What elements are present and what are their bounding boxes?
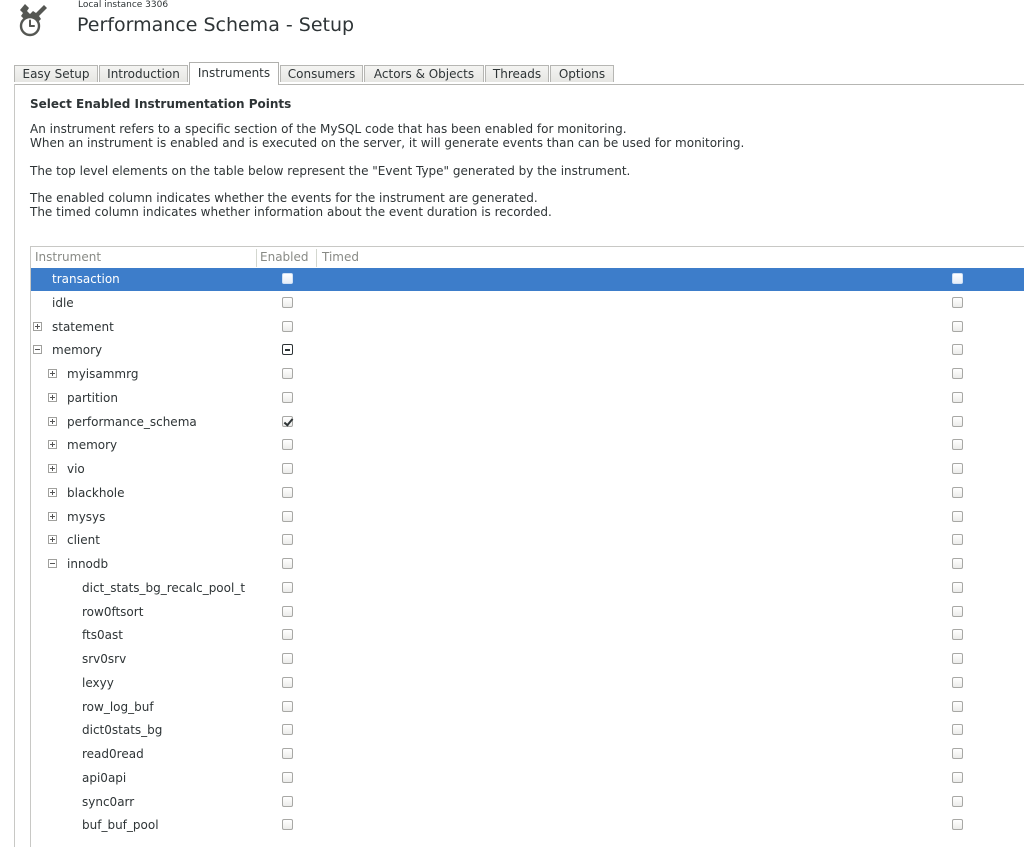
expand-icon[interactable] bbox=[48, 393, 57, 402]
tree-row[interactable] bbox=[31, 434, 1024, 457]
instrument-label: client bbox=[67, 533, 100, 548]
enabled-checkbox[interactable] bbox=[282, 416, 293, 427]
tab-easy-setup[interactable]: Easy Setup bbox=[14, 65, 98, 82]
tree-row[interactable] bbox=[31, 529, 1024, 552]
timed-checkbox[interactable] bbox=[952, 273, 963, 284]
wrench-stopwatch-icon bbox=[17, 2, 49, 38]
tab-actors-objects[interactable]: Actors & Objects bbox=[364, 65, 484, 82]
expand-icon[interactable] bbox=[48, 369, 57, 378]
instrument-label: blackhole bbox=[67, 485, 125, 500]
column-header-timed[interactable]: Timed bbox=[322, 250, 359, 264]
tab-introduction[interactable]: Introduction bbox=[99, 65, 188, 82]
expand-icon[interactable] bbox=[48, 417, 57, 426]
instrument-tree[interactable] bbox=[30, 246, 1024, 847]
instrument-label: transaction bbox=[52, 272, 120, 286]
description-line: An instrument refers to a specific section of the MySQL code that has been enabled for monitoring. bbox=[30, 122, 627, 136]
instrument-label: memory bbox=[52, 343, 103, 358]
tab-divider bbox=[14, 84, 1024, 85]
timed-checkbox[interactable] bbox=[952, 796, 963, 807]
tree-row[interactable] bbox=[31, 648, 1024, 671]
tab-consumers[interactable]: Consumers bbox=[280, 65, 363, 82]
description-line: The top level elements on the table below represent the "Event Type" generated by the instrument. bbox=[30, 164, 631, 178]
instrument-label: dict0stats_bg bbox=[82, 723, 163, 738]
timed-checkbox[interactable] bbox=[952, 511, 963, 522]
timed-checkbox[interactable] bbox=[952, 297, 963, 308]
tree-row[interactable] bbox=[31, 268, 1024, 291]
timed-checkbox[interactable] bbox=[952, 582, 963, 593]
instrument-label: dict_stats_bg_recalc_pool_t bbox=[82, 580, 246, 595]
instrument-label: row0ftsort bbox=[82, 604, 144, 619]
column-header-enabled[interactable]: Enabled bbox=[260, 250, 309, 264]
timed-checkbox[interactable] bbox=[952, 487, 963, 498]
expand-icon[interactable] bbox=[48, 464, 57, 473]
instance-label: Local instance 3306 bbox=[78, 0, 169, 10]
timed-checkbox[interactable] bbox=[952, 748, 963, 759]
column-separator[interactable] bbox=[256, 249, 257, 267]
enabled-checkbox[interactable] bbox=[282, 724, 293, 735]
instrument-label: sync0arr bbox=[82, 794, 135, 809]
enabled-checkbox[interactable] bbox=[282, 368, 293, 379]
tree-header bbox=[31, 247, 1024, 269]
enabled-checkbox[interactable] bbox=[282, 558, 293, 569]
tree-row[interactable] bbox=[31, 814, 1024, 837]
timed-checkbox[interactable] bbox=[952, 677, 963, 688]
timed-checkbox[interactable] bbox=[952, 558, 963, 569]
instrument-label: read0read bbox=[82, 747, 144, 761]
enabled-checkbox[interactable] bbox=[282, 796, 293, 807]
tree-row[interactable] bbox=[31, 672, 1024, 695]
column-header-instrument[interactable]: Instrument bbox=[35, 250, 102, 264]
timed-checkbox[interactable] bbox=[952, 321, 963, 332]
timed-checkbox[interactable] bbox=[952, 724, 963, 735]
tree-row[interactable] bbox=[31, 624, 1024, 647]
instrument-label: performance_schema bbox=[67, 414, 197, 429]
instrument-label: lexyy bbox=[82, 675, 114, 690]
instrument-label: statement bbox=[52, 319, 114, 334]
enabled-checkbox[interactable] bbox=[282, 582, 293, 593]
timed-checkbox[interactable] bbox=[952, 772, 963, 783]
enabled-checkbox[interactable] bbox=[282, 463, 293, 474]
tree-row[interactable] bbox=[31, 577, 1024, 600]
enabled-checkbox[interactable] bbox=[282, 629, 293, 640]
instrument-label: api0api bbox=[82, 770, 127, 785]
instrument-label: partition bbox=[67, 390, 118, 405]
tree-row[interactable] bbox=[31, 363, 1024, 386]
panel-border bbox=[14, 84, 15, 847]
tree-row[interactable] bbox=[31, 506, 1024, 529]
timed-checkbox[interactable] bbox=[952, 819, 963, 830]
collapse-icon[interactable] bbox=[48, 559, 57, 568]
tree-row[interactable] bbox=[31, 482, 1024, 505]
expand-icon[interactable] bbox=[48, 512, 57, 521]
enabled-checkbox[interactable] bbox=[282, 487, 293, 498]
enabled-checkbox[interactable] bbox=[282, 511, 293, 522]
enabled-checkbox[interactable] bbox=[282, 701, 293, 712]
timed-checkbox[interactable] bbox=[952, 392, 963, 403]
description-line: The enabled column indicates whether the events for the instrument are generated. bbox=[30, 191, 538, 205]
enabled-checkbox[interactable] bbox=[282, 606, 293, 617]
header bbox=[0, 0, 1024, 62]
enabled-checkbox[interactable] bbox=[282, 321, 293, 332]
tree-row[interactable] bbox=[31, 791, 1024, 814]
instrument-label: mysys bbox=[67, 509, 106, 524]
enabled-checkbox[interactable] bbox=[282, 439, 293, 450]
instrument-label: fts0ast bbox=[82, 628, 123, 643]
enabled-checkbox[interactable] bbox=[282, 772, 293, 783]
column-separator[interactable] bbox=[316, 249, 317, 267]
description-line: The timed column indicates whether information about the event duration is recorded. bbox=[30, 205, 552, 219]
tree-row[interactable] bbox=[31, 601, 1024, 624]
enabled-checkbox[interactable] bbox=[282, 819, 293, 830]
timed-checkbox[interactable] bbox=[952, 701, 963, 712]
expand-icon[interactable] bbox=[48, 488, 57, 497]
timed-checkbox[interactable] bbox=[952, 653, 963, 664]
enabled-checkbox[interactable] bbox=[282, 677, 293, 688]
enabled-checkbox[interactable] bbox=[282, 392, 293, 403]
instrument-label: innodb bbox=[67, 557, 109, 571]
enabled-checkbox[interactable] bbox=[282, 273, 293, 284]
timed-checkbox[interactable] bbox=[952, 606, 963, 617]
tree-row[interactable] bbox=[31, 696, 1024, 719]
timed-checkbox[interactable] bbox=[952, 368, 963, 379]
tree-row[interactable] bbox=[31, 387, 1024, 410]
tab-bar bbox=[0, 62, 1024, 84]
description-line: When an instrument is enabled and is executed on the server, it will generate events than can be used for monitoring. bbox=[30, 136, 745, 150]
tree-row[interactable] bbox=[31, 339, 1024, 362]
timed-checkbox[interactable] bbox=[952, 463, 963, 474]
instrument-label: row_log_buf bbox=[82, 699, 154, 714]
enabled-checkbox[interactable] bbox=[282, 344, 293, 355]
tree-row[interactable] bbox=[31, 743, 1024, 766]
tree-row[interactable] bbox=[31, 719, 1024, 742]
instrument-label: vio bbox=[67, 462, 85, 476]
instrument-label: memory bbox=[67, 438, 118, 453]
instrument-label: buf_buf_pool bbox=[82, 818, 159, 833]
instrument-label: srv0srv bbox=[82, 652, 127, 666]
timed-checkbox[interactable] bbox=[952, 439, 963, 450]
tab-options[interactable]: Options bbox=[550, 65, 614, 82]
tree-row[interactable] bbox=[31, 292, 1024, 315]
enabled-checkbox[interactable] bbox=[282, 297, 293, 308]
timed-checkbox[interactable] bbox=[952, 344, 963, 355]
tree-row[interactable] bbox=[31, 458, 1024, 481]
section-title: Select Enabled Instrumentation Points bbox=[30, 97, 292, 111]
tab-instruments[interactable]: Instruments bbox=[189, 62, 279, 85]
tree-row[interactable] bbox=[31, 411, 1024, 434]
timed-checkbox[interactable] bbox=[952, 534, 963, 545]
page-title: Performance Schema - Setup bbox=[77, 14, 355, 36]
expand-icon[interactable] bbox=[48, 440, 57, 449]
tree-row[interactable] bbox=[31, 316, 1024, 339]
enabled-checkbox[interactable] bbox=[282, 653, 293, 664]
enabled-checkbox[interactable] bbox=[282, 534, 293, 545]
timed-checkbox[interactable] bbox=[952, 416, 963, 427]
tree-row[interactable] bbox=[31, 553, 1024, 576]
tab-threads[interactable]: Threads bbox=[485, 65, 549, 82]
tree-row[interactable] bbox=[31, 767, 1024, 790]
instrument-label: myisammrg bbox=[67, 367, 139, 381]
enabled-checkbox[interactable] bbox=[282, 748, 293, 759]
expand-icon[interactable] bbox=[48, 535, 57, 544]
instrument-label: idle bbox=[52, 295, 74, 310]
collapse-icon[interactable] bbox=[33, 345, 42, 354]
expand-icon[interactable] bbox=[33, 322, 42, 331]
timed-checkbox[interactable] bbox=[952, 629, 963, 640]
